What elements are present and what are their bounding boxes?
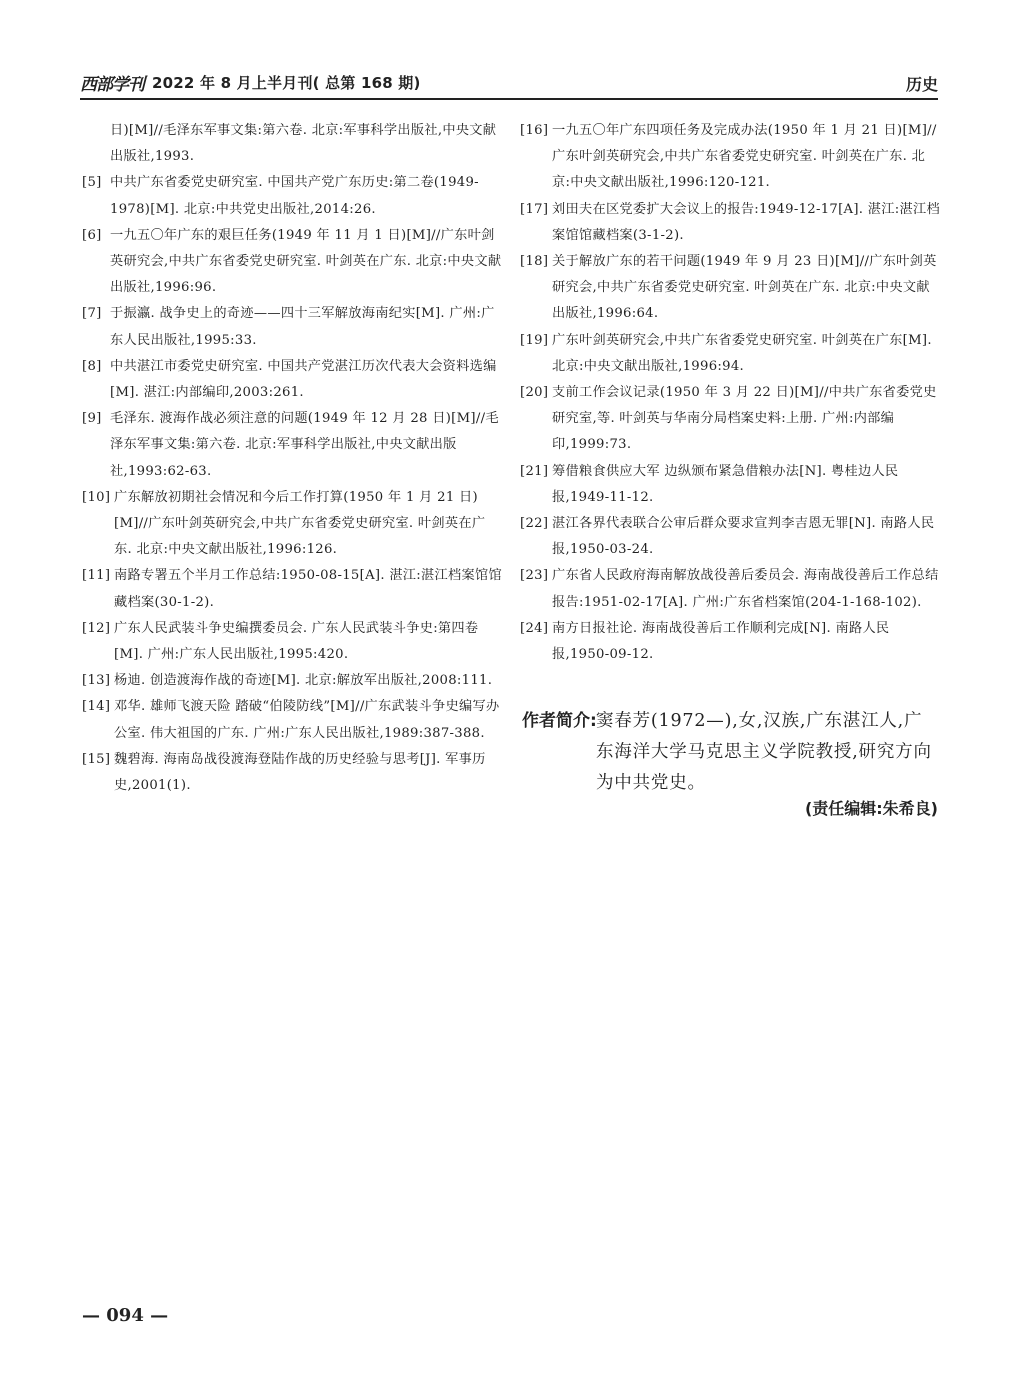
reference-text: 湛江各界代表联合公审后群众要求宣判李吉恩无罪[N]. 南路人民报,1950-03-24. <box>552 516 935 558</box>
reference-number: [10] <box>82 489 111 505</box>
journal-name: 西部学刊 <box>80 75 144 95</box>
reference-number: [12] <box>82 620 111 636</box>
reference-text: 支前工作会议记录(1950 年 3 月 22 日)[M]//中共广东省委党史研究室,等. 叶剑英与华南分局档案史料:上册. 广州:内部编印,1999:73. <box>552 385 937 453</box>
reference-text: 筹借粮食供应大军 边纵颁布紧急借粮办法[N]. 粤桂边人民报,1949-11-12. <box>552 463 899 505</box>
reference-number: [16] <box>520 123 549 138</box>
reference-text: 日)[M]//毛泽东军事文集:第六卷. 北京:军事科学出版社,中央文献出版社,1993. <box>110 123 497 165</box>
reference-text: 南路专署五个半月工作总结:1950-08-15[A]. 湛江:湛江档案馆馆藏档案(30-1-2). <box>114 568 502 610</box>
reference-number: [22] <box>520 516 549 532</box>
references-left-column <box>84 118 502 799</box>
reference-item <box>84 170 502 222</box>
reference-number: [20] <box>520 385 549 401</box>
reference-number: [13] <box>82 673 111 689</box>
page-number: — 094 — <box>82 1305 169 1326</box>
reference-item <box>84 747 502 799</box>
reference-number: [17] <box>520 201 549 217</box>
reference-number: [21] <box>520 463 549 479</box>
reference-text: 关于解放广东的若干问题(1949 年 9 月 23 日)[M]//广东叶剑英研究会,中共广东省委党史研究室. 叶剑英在广东. 北京:中央文献出版社,1996:64. <box>552 254 937 322</box>
reference-item <box>522 118 940 197</box>
reference-item <box>522 328 940 380</box>
author-bio-text: 窦春芳(1972—),女,汉族,广东湛江人,广东海洋大学马克思主义学院教授,研究方向为中共党史。 <box>596 711 932 793</box>
reference-item <box>84 694 502 746</box>
page-header <box>80 68 938 100</box>
reference-text: 广东省人民政府海南解放战役善后委员会. 海南战役善后工作总结报告:1951-02-17[A]. 广州:广东省档案馆(204-1-168-102). <box>552 568 939 610</box>
reference-text: 南方日报社论. 海南战役善后工作顺利完成[N]. 南路人民报,1950-09-12. <box>552 620 890 663</box>
references-right-column <box>522 118 940 668</box>
reference-text: 毛泽东. 渡海作战必须注意的问题(1949 年 12 月 28 日)[M]//毛泽东军事文集:第六卷. 北京:军事科学出版社,中央文献出版社,1993:62-63. <box>110 411 499 479</box>
reference-number: [8] <box>82 358 102 374</box>
reference-item <box>522 511 940 563</box>
reference-item <box>522 616 940 668</box>
reference-text: 杨迪. 创造渡海作战的奇迹[M]. 北京:解放军出版社,2008:111. <box>114 673 493 689</box>
reference-item <box>84 668 502 694</box>
reference-number: [15] <box>82 751 111 767</box>
reference-item <box>84 301 502 353</box>
reference-text: 于振瀛. 战争史上的奇迹——四十三军解放海南纪实[M]. 广州:广东人民出版社,1995:33. <box>110 306 495 348</box>
reference-item <box>84 223 502 302</box>
reference-text: 魏碧海. 海南岛战役渡海登陆作战的历史经验与思考[J]. 军事历史,2001(1). <box>114 751 486 794</box>
reference-number: [14] <box>82 699 111 715</box>
author-bio <box>522 706 940 799</box>
reference-number: [5] <box>82 175 102 191</box>
reference-text: 邓华. 雄师飞渡天险 踏破“伯陵防线”[M]//广东武装斗争史编写办公室. 伟大祖国的广东. 广州:广东人民出版社,1989:387-388. <box>114 699 500 741</box>
reference-number: [23] <box>520 568 549 584</box>
reference-text: 广东叶剑英研究会,中共广东省委党史研究室. 叶剑英在广东[M]. 北京:中央文献出版社,1996:94. <box>552 332 932 374</box>
reference-text: 广东解放初期社会情况和今后工作打算(1950 年 1 月 21 日)[M]//广东叶剑英研究会,中共广东省委党史研究室. 叶剑英在广东. 北京:中央文献出版社,1996:126. <box>114 489 486 558</box>
reference-item <box>84 118 502 170</box>
issue-info: 2022 年 8 月上半月刊( 总第 168 期) <box>152 74 421 92</box>
reference-item <box>522 563 940 615</box>
reference-item <box>84 354 502 406</box>
reference-number: [11] <box>82 568 111 584</box>
reference-item <box>522 380 940 459</box>
reference-text: 广东人民武装斗争史编撰委员会. 广东人民武装斗争史:第四卷[M]. 广州:广东人民出版社,1995:420. <box>114 620 479 663</box>
reference-number: [19] <box>520 332 549 348</box>
reference-number: [9] <box>82 411 102 427</box>
reference-number: [24] <box>520 620 549 636</box>
reference-item <box>522 197 940 249</box>
reference-text: 一九五〇年广东的艰巨任务(1949 年 11 月 1 日)[M]//广东叶剑英研究会,中共广东省委党史研究室. 叶剑英在广东. 北京:中央文献出版社,1996:96. <box>110 227 502 296</box>
reference-item <box>84 485 502 564</box>
responsible-editor: (责任编辑:朱希良) <box>804 799 938 818</box>
reference-item <box>522 459 940 511</box>
reference-number: [7] <box>82 306 102 322</box>
reference-item <box>84 563 502 615</box>
section-label: 历史 <box>905 75 938 94</box>
reference-item <box>84 616 502 668</box>
reference-text: 刘田夫在区党委扩大会议上的报告:1949-12-17[A]. 湛江:湛江档案馆馆藏档案(3-1-2). <box>552 201 940 243</box>
reference-item <box>522 249 940 328</box>
reference-text: 中共湛江市委党史研究室. 中国共产党湛江历次代表大会资料选编[M]. 湛江:内部编印,2003:261. <box>110 358 497 401</box>
author-bio-label: 作者简介: <box>522 711 597 731</box>
reference-number: [6] <box>82 227 102 243</box>
reference-text: 中共广东省委党史研究室. 中国共产党广东历史:第二卷(1949-1978)[M]. 北京:中共党史出版社,2014:26. <box>110 175 479 217</box>
reference-number: [18] <box>520 254 549 270</box>
reference-item <box>84 406 502 485</box>
reference-text: 一九五〇年广东四项任务及完成办法(1950 年 1 月 21 日)[M]//广东叶剑英研究会,中共广东省委党史研究室. 叶剑英在广东. 北京:中央文献出版社,1996:120-121. <box>552 123 937 191</box>
